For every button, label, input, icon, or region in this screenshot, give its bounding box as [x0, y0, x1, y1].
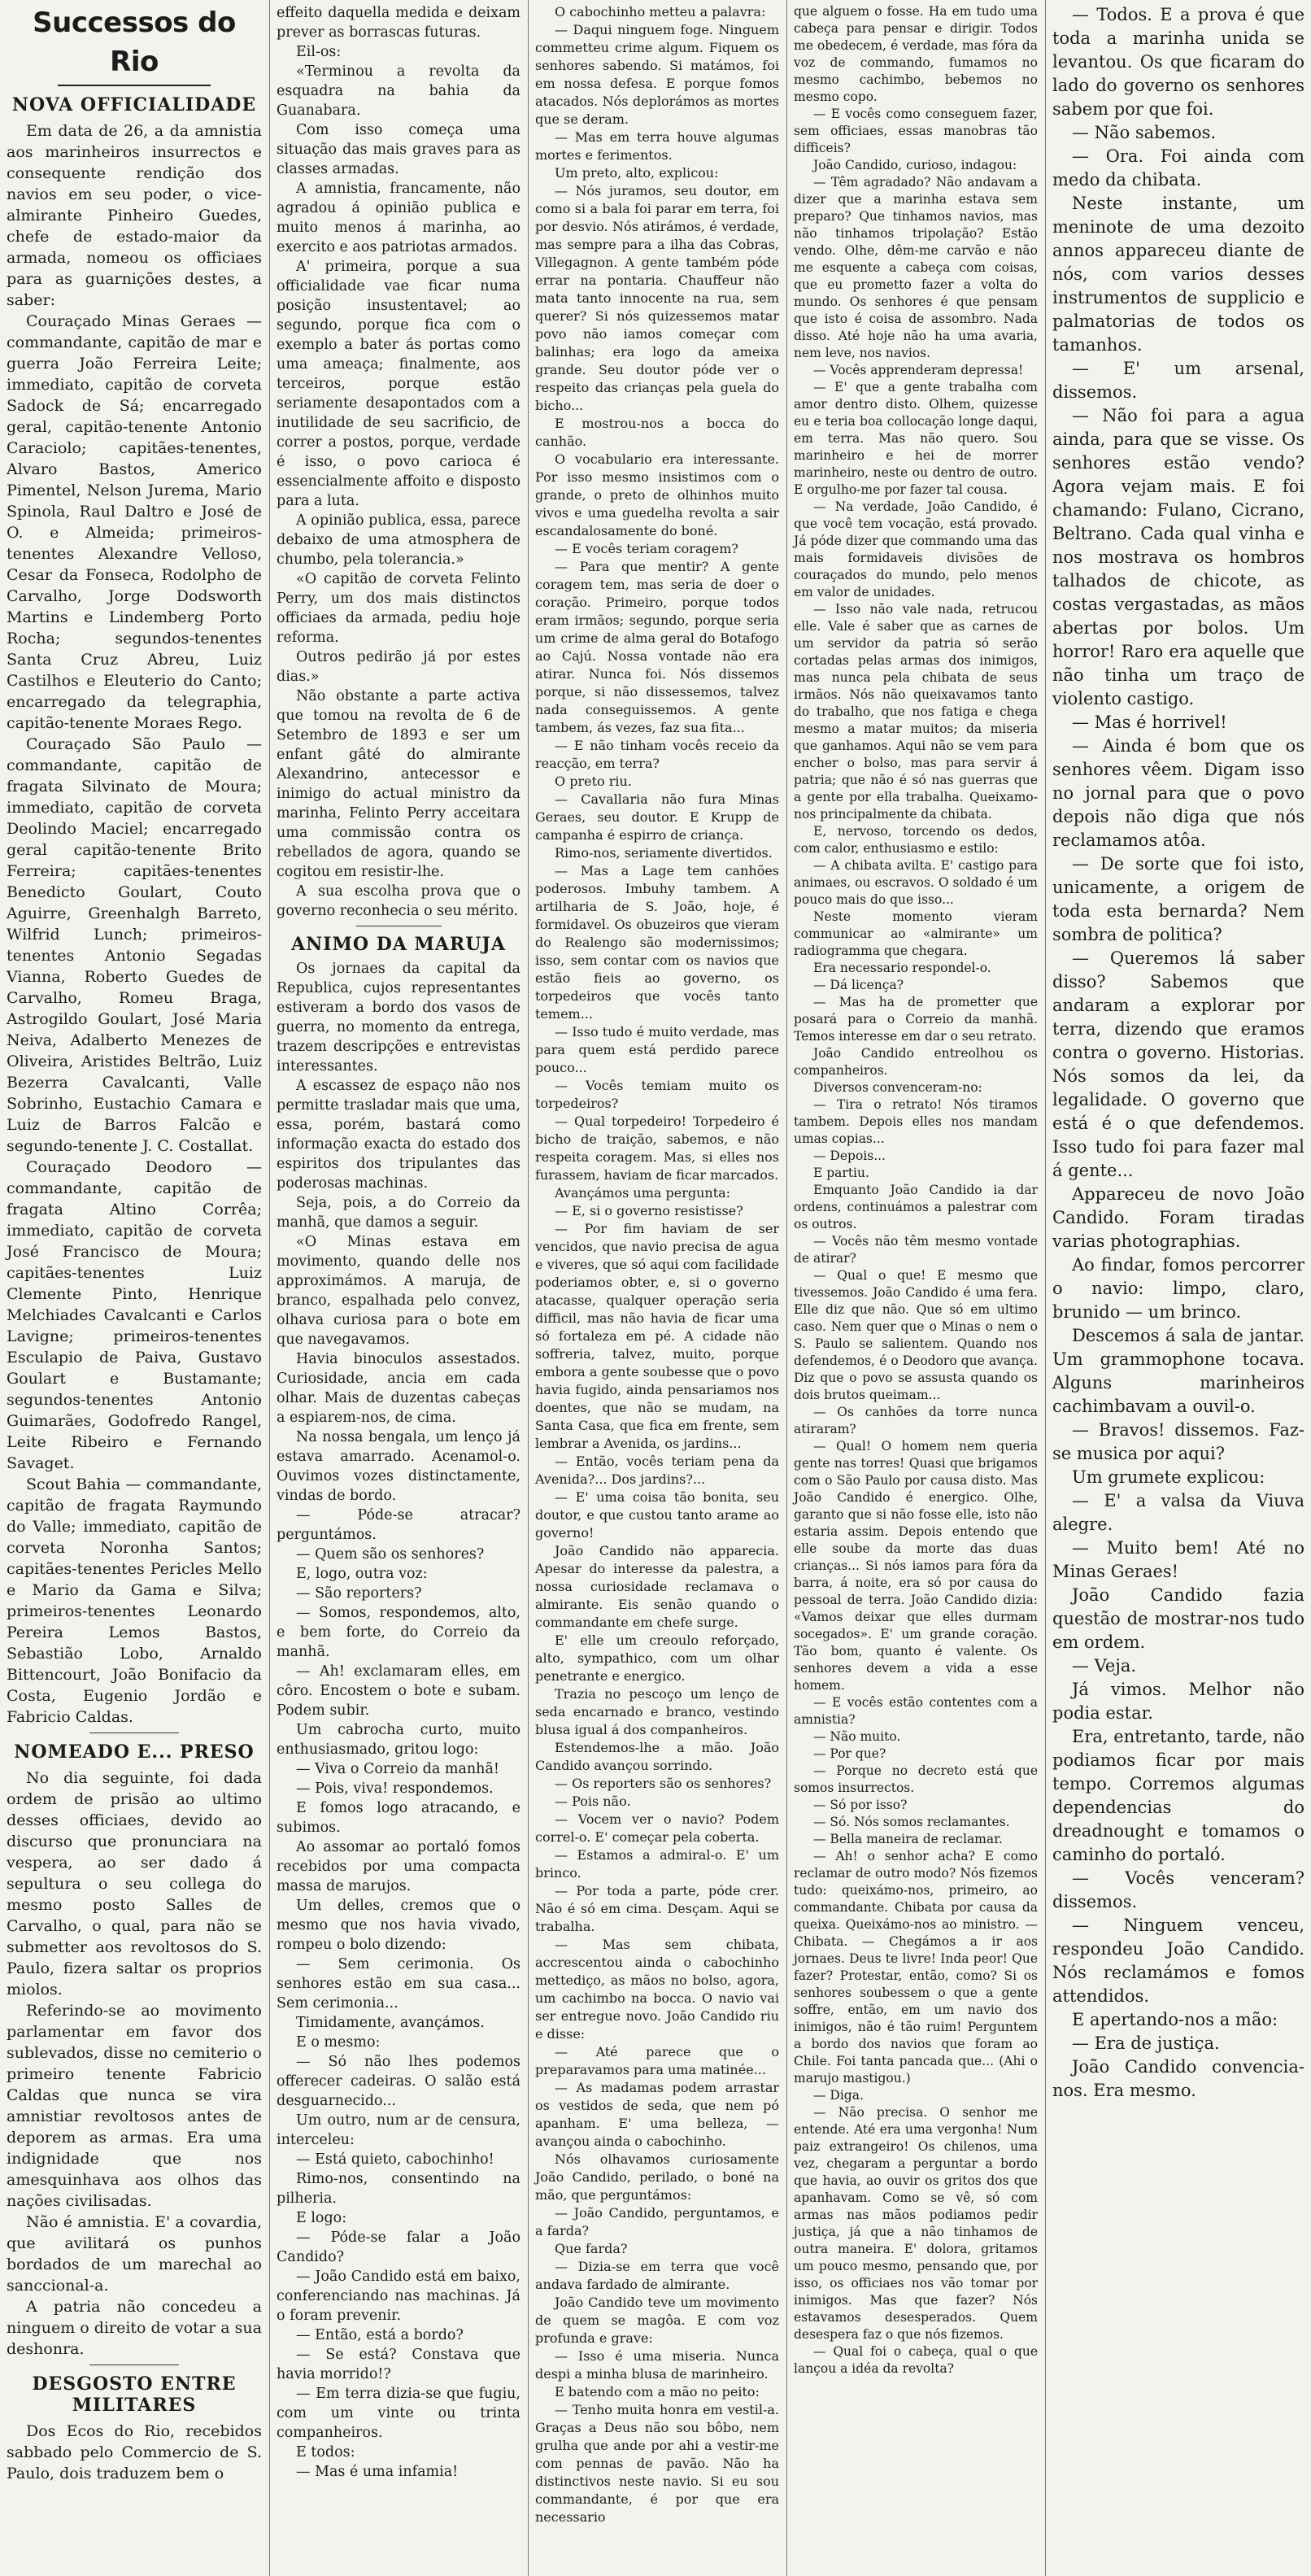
paragraph: João Candido não apparecia. Apesar do interesse da palestra, a nossa curiosidade reclamava o almirante. Eis senão quando o commandante em chefe surge.	[535, 1543, 779, 1630]
paragraph: João Candido convencia-nos. Era mesmo.	[1052, 2057, 1304, 2100]
paragraph: Diversos convenceram-no:	[813, 1080, 982, 1095]
paragraph: E mostrou-nos a bocca do canhão.	[535, 416, 779, 449]
paragraph: João Candido entreolhou os companheiros.	[794, 1046, 1038, 1078]
paragraph: Com isso começa uma situação das mais graves para as classes armadas.	[277, 122, 520, 177]
paragraph: Referindo-se ao movimento parlamentar em favor dos sublevados, disse no cemiterio o primeiro tenente Fabricio Caldas que nunca se vira amnistiar revoltosos antes de deporem as armas. Era uma indignidade que nos amesquinhava aos olhos das nações civilisadas.	[7, 2002, 262, 2210]
paragraph: — Então, está a bordo?	[296, 2327, 464, 2343]
paragraph: — Tenho muita honra em vestil-a. Graças a Deus não sou bôbo, nem grulha que ande por ahi a vestir-me com pennas de pavão. Não ha distinctivos neste navio. Si eu sou commandante, é por que era necessario	[535, 2402, 779, 2525]
paragraph: — Ora. Foi ainda com medo da chibata.	[1052, 146, 1304, 190]
paragraph: — Depois...	[813, 1149, 886, 1163]
paragraph: Couraçado São Paulo — commandante, capitão de fragata Silvinato de Moura; immediato, capitão de corveta Deolindo Maciel; encarregado geral capitão-tenente Brito Ferreira; capitães-tenentes Benedicto Goulart, Couto Aguirre, Greenhalgh Barreto, Wilfrid Lunch; primeiros-tenentes Antonio Segadas Vianna, Roberto Guedes de Carvalho, Romeu Braga, Astrogildo Goulart, José Maria Neiva, Adalberto Menezes de Oliveira, Aristides Beltrão, Luiz Bezerra Cavalcanti, Valle Sobrinho, Eustachio Camara e Luiz de Barros Falcão e segundo-tenente J. C. Costallat.	[7, 735, 262, 1155]
column-content	[794, 3, 1038, 2378]
headline-nomeado-preso: NOMEADO E... PRESO	[14, 1741, 255, 1763]
paragraph: A sua escolha prova que o governo reconhecia o seu mérito.	[277, 883, 520, 919]
paragraph: Emquanto João Candido ia dar ordens, continuámos a palestrar com os outros.	[794, 1183, 1038, 1231]
paragraph: — Póde-se falar a João Candido?	[277, 2229, 520, 2265]
paragraph: — Tira o retrato! Nós tiramos tambem. Depois elles nos mandam umas copias...	[794, 1097, 1038, 1146]
paragraph: — Porque no decreto está que somos insurrectos.	[794, 1763, 1038, 1795]
paragraph: — Vocem ver o navio? Podem correl-o. E' começar pela coberta.	[535, 1811, 779, 1845]
paragraph: «O Minas estava em movimento, quando delle nos approximámos. A maruja, de branco, espalhada pelo convez, olhava curiosa para o bote em que navegavamos.	[277, 1234, 520, 1348]
paragraph: Um outro, num ar de censura, interceleu:	[277, 2112, 520, 2148]
paragraph: — Bella maneira de reclamar.	[813, 1832, 1003, 1846]
paragraph: «O capitão de corveta Felinto Perry, um dos mais distinctos officiaes da armada, pediu hoje reforma.	[277, 571, 520, 646]
paragraph: «Terminou a revolta da esquadra na bahia da Guanabara.	[277, 63, 520, 119]
paragraph: — Isso tudo é muito verdade, mas para quem está perdido parece pouco...	[535, 1024, 779, 1075]
paragraph: — As madamas podem arrastar os vestidos de seda, que nem pó apanham. E' uma belleza, — avançou ainda o cabochinho.	[535, 2080, 779, 2149]
paragraph: Nós olhavamos curiosamente João Candido, perilado, o boné na mão, que perguntámos:	[535, 2151, 779, 2203]
masthead-rule	[58, 85, 211, 86]
paragraph: — Não foi para a agua ainda, para que se visse. Os senhores estão vendo? Agora vejam mais. E foi chamando: Fulano, Cicrano, Beltrano. Cada qual vinha e nos mostrava os hombros talhados de chicote, as costas vergastadas, as mãos abertas por bolos. Um horror! Raro era aquelle que não tinha um traço de violento castigo.	[1052, 406, 1304, 708]
paragraph: Um grumete explicou:	[1072, 1467, 1265, 1487]
paragraph: — Só por isso?	[813, 1798, 908, 1812]
paragraph: Seja, pois, a do Correio da manhã, que damos a seguir.	[277, 1195, 520, 1231]
column-4	[787, 0, 1044, 2576]
paragraph: — Se está? Constava que havia morrido!?	[277, 2347, 520, 2382]
column-3	[529, 0, 786, 2576]
paragraph: Não obstante a parte activa que tomou na revolta de 6 de Setembro de 1893 e ser um enfant gâté do almirante Alexandrino, antecessor e inimigo do actual ministro da marinha, Felinto Perry acceitara uma commissão contra os rebellados de agora, quando se cogitou em resistir-lhe.	[277, 688, 520, 880]
paragraph: Couraçado Minas Geraes — commandante, capitão de mar e guerra João Ferreira Leite; immediato, capitão de corveta Sadock de Sá; encarregado geral, capitão-tenente Antonio Caraciolo; capitães-tenentes, Alvaro Bastos, Americo Pimentel, Nelson Jurema, Mario Spinola, Raul Daltro e José de O. e Almeida; primeiros-tenentes Alexandre Velloso, Cesar da Fonseca, Rodolpho de Carvalho, Jorge Dodsworth Martins e Lindemberg Porto Rocha; segundos-tenentes Santa Cruz Abreu, Luiz Castilhos e Eleuterio do Canto; encarregado da telegraphia, capitão-tenente Moraes Rego.	[7, 312, 262, 732]
paragraph: — Daqui ninguem foge. Ninguem commetteu crime algum. Fiquem os senhores sabendo. Si matámos, foi em nossa defesa. E porque fomos atacados. Nós deplorámos as mortes que se deram.	[535, 22, 779, 127]
paragraph: Que farda?	[555, 2241, 628, 2256]
paragraph: A opinião publica, essa, parece debaixo de uma atmosphera de chumbo, pela tolerancia.»	[277, 512, 520, 568]
paragraph: O vocabulario era interessante. Por isso mesmo insistimos com o grande, o preto de olhinhos muito vivos e uma guedelha revolta a sair escandalosamente do boné.	[535, 451, 779, 538]
paragraph: que alguem o fosse. Ha em tudo uma cabeça para pensar e dirigir. Todos me obedecem, é verdade, mas fóra da voz de commando, fumamos no mesmo cachimbo, bebemos no mesmo copo.	[794, 4, 1038, 104]
paragraph: — E não tinham vocês receio da reacção, em terra?	[535, 738, 779, 771]
paragraph: — Qual! O homem nem queria gente nas torres! Quasi que brigamos com o São Paulo por causa disto. Mas João Candido é energico. Olhe, garanto que si não fosse elle, isto não estaria assim. Depois entendo que elle soube da morte das duas crianças... Si nós iamos para fóra da barra, á noite, era só por causa do pessoal de terra. João Candido dizia: «Vamos deixar que elles durmam socegados». E' um grande coração. Tão bom, quanto é valente. Os senhores devem a vida a esse homem.	[794, 1439, 1038, 1693]
paragraph: — Nós juramos, seu doutor, em como si a bala foi parar em terra, foi por desvio. Nós atirámos, é verdade, mas sempre para a ilha das Cobras, Villegagnon. A gente também póde errar na pontaria. Chauffeur não mata tanto innocente na rua, sem querer? Si nós quizessemos matar povo não iamos começar com balinhas; era logo da ameixa grande. Seu doutor póde ver o respeito das crianças pela guela do bicho...	[535, 183, 779, 413]
paragraph: — Qual torpedeiro! Torpedeiro é bicho de traição, sabemos, e não respeita coragem. Mas, si elles nos furassem, haviam de ficar marcados.	[535, 1114, 779, 1183]
paragraph: João Candido teve um movimento de quem se magôa. E com voz profunda e grave:	[535, 2295, 779, 2346]
paragraph: — João Candido, perguntamos, e a farda?	[535, 2205, 779, 2238]
paragraph: — Pois não.	[555, 1794, 631, 1809]
paragraph: Rimo-nos, consentindo na pilheria.	[277, 2171, 520, 2207]
paragraph: — Então, vocês teriam pena da Avenida?... Dos jardins?...	[535, 1454, 779, 1487]
paragraph: — E' uma coisa tão bonita, seu doutor, e que custou tanto arame ao governo!	[535, 1489, 779, 1541]
paragraph: — Dizia-se em terra que você andava fardado de almirante.	[535, 2259, 779, 2292]
column-content	[7, 3, 262, 2484]
paragraph: — Ninguem venceu, respondeu João Candido. Nós reclamámos e fomos attendidos.	[1052, 1916, 1304, 2006]
paragraph: — Têm agradado? Não andavam a dizer que a marinha estava sem preparo? Que tinhamos navios, mas não tinhamos tripolação? Estão vendo. Olhe, dêm-me carvão e não me esquente a cabeça com coisas, que eu prometto fazer a volta do mundo. Os senhores é que pensam que isto é coisa de assombro. Nada disso. Até hoje não ha uma avaria, nem leve, nos navios.	[794, 175, 1038, 360]
column-content	[535, 3, 779, 2526]
paragraph: — Isso é uma miseria. Nunca despi a minha blusa de marinheiro.	[535, 2348, 779, 2382]
paragraph: — Diga.	[813, 2088, 864, 2103]
paragraph: — Veja.	[1072, 1656, 1137, 1676]
paragraph: Trazia no pescoço um lenço de seda encarnado e branco, vestindo blusa igual á dos companheiros.	[535, 1686, 779, 1737]
paragraph: E' elle um creoulo reforçado, alto, sympathico, com um olhar penetrante e energico.	[535, 1632, 779, 1684]
paragraph: E apertando-nos a mão:	[1072, 2010, 1278, 2029]
paragraph: — Cavallaria não fura Minas Geraes, seu doutor. E Krupp de campanha é espirro de criança.	[535, 791, 779, 843]
paragraph: Um cabrocha curto, muito enthusiasmado, gritou logo:	[277, 1722, 520, 1758]
paragraph: — Não sabemos.	[1072, 123, 1217, 142]
paragraph: A patria não concedeu a ninguem o direito de votar a sua deshonra.	[7, 2298, 262, 2358]
paragraph: Era necessario respondel-o.	[813, 961, 991, 975]
paragraph: E todos:	[296, 2444, 355, 2460]
paragraph: — Ainda é bom que os senhores vêem. Digam isso no jornal para que o povo depois não diga que nós reclamamos atôa.	[1052, 736, 1304, 850]
paragraph: — De sorte que foi isto, unicamente, a origem de toda esta bernarda? Nem sombra de politica?	[1052, 854, 1304, 944]
paragraph: — Em terra dizia-se que fugiu, com um vinte ou trinta companheiros.	[277, 2386, 520, 2441]
paragraph: — Vocês apprenderam depressa!	[813, 363, 1024, 377]
paragraph: Os jornaes da capital da Republica, cujos representantes estiveram a bordo dos vasos de guerra, no momento da entrega, trazem descripções e entrevistas interessantes.	[277, 961, 520, 1074]
paragraph: — Sem cerimonia. Os senhores estão em sua casa... Sem cerimonia...	[277, 1956, 520, 2012]
paragraph: — Por que?	[813, 1746, 886, 1761]
paragraph: Em data de 26, a da amnistia aos marinheiros insurrectos e consequente rendição dos navios em seu poder, o vice-almirante Pinheiro Guedes, chefe de estado-maior da armada, nomeou os officiaes para as guarnições destes, a saber:	[7, 122, 262, 309]
paragraph: Avançámos uma pergunta:	[555, 1185, 731, 1201]
paragraph: Outros pedirão já por estes dias.»	[277, 649, 520, 685]
paragraph: — Só. Nós somos reclamantes.	[813, 1815, 1010, 1829]
paragraph: — Mas ha de prometter que posará para o Correio da manhã. Temos interesse em dar o seu retrato.	[794, 995, 1038, 1044]
paragraph: E fomos logo atracando, e subimos.	[277, 1800, 520, 1836]
paragraph: — Vocês venceram? dissemos.	[1052, 1868, 1304, 1911]
paragraph: — E, si o governo resistisse?	[555, 1203, 743, 1218]
paragraph: Não é amnistia. E' a covardia, que avilitará os punhos bordados de um marechal ao sanccional-a.	[7, 2213, 262, 2295]
paragraph: — E' um arsenal, dissemos.	[1052, 359, 1304, 402]
paragraph: — Queremos lá saber disso? Sabemos que andaram a explorar por terra, dizendo que eramos contra o governo. Historias. Nós somos da lei, da legalidade. O governo que está é o que defendemos. Isso tudo foi para fazer mal á gente...	[1052, 948, 1304, 1180]
paragraph: Dos Ecos do Rio, recebidos sabbado pelo Commercio de S. Paulo, dois traduzem bem o	[7, 2422, 262, 2482]
paragraph: A' primeira, porque a sua officialidade vae ficar numa posição insustentavel; ao segundo, porque fica com o exemplo a bater ás portas como uma ameaça; finalmente, aos terceiros, porque estão seriamente desapontados com a inutilidade de seu sacrificio, de correr a postos, porque, verdade é isso, o povo carioca é essencialmente affoito e disposto para a luta.	[277, 259, 520, 509]
column-content	[277, 3, 520, 2482]
paragraph: João Candido, curioso, indagou:	[813, 158, 1017, 172]
paragraph: — Ah! o senhor acha? E como reclamar de outro modo? Nós fizemos tudo: queixámo-nos, primeiro, ao commandante. Chibata por causa da queixa. Queixámo-nos ao ministro. — Chibata. — Chegámos a ir aos jornaes. Deus te livre! Inda peor! Que fazer? Protestar, então, como? Si os senhores soubessem o que a gente soffre, então, em um navio dos inimigos, não é tão ruim! Perguntem a bordo dos navios que foram ao Chile. Foi tanta pancada que... (Ahi o marujo mastigou.)	[794, 1849, 1038, 2086]
paragraph: — Vocês não têm mesmo vontade de atirar?	[794, 1234, 1038, 1266]
paragraph: — Póde-se atracar? perguntámos.	[277, 1507, 520, 1543]
paragraph: — A chibata avilta. E' castigo para animaes, ou escravos. O soldado é um pouco mais do que isso...	[794, 858, 1038, 907]
column-content	[1052, 3, 1304, 2103]
paragraph: Rimo-nos, seriamente divertidos.	[555, 845, 773, 861]
paragraph: E, nervoso, torcendo os dedos, com calor, enthusiasmo e estilo:	[794, 824, 1038, 856]
paragraph: — São reporters?	[296, 1585, 422, 1602]
paragraph: E partiu.	[813, 1166, 869, 1180]
paragraph: — Quem são os senhores?	[296, 1546, 485, 1563]
paragraph: — Não muito.	[813, 1729, 901, 1744]
paragraph: — Pois, viva! respondemos.	[296, 1781, 494, 1797]
paragraph: Couraçado Deodoro — commandante, capitão de fragata Altino Corrêa; immediato, capitão de corveta José Francisco de Moura; capitães-tenentes Luiz Clemente Pinto, Henrique Melchiades Cavalcanti e Carlos Lavigne; primeiros-tenentes Esculapio de Paiva, Gustavo Goulart e Bustamante; segundos-tenentes Antonio Guimarães, Godofredo Rangel, Leite Ribeiro e Fernando Savaget.	[7, 1158, 262, 1472]
paragraph: — Mas em terra houve algumas mortes e ferimentos.	[535, 129, 779, 163]
paragraph: — Os canhões da torre nunca atiraram?	[794, 1405, 1038, 1436]
paragraph: Um delles, cremos que o mesmo que nos havia vivado, rompeu o bolo dizendo:	[277, 1898, 520, 1953]
paragraph: Ao findar, fomos percorrer o navio: limpo, claro, brunido — um brinco.	[1052, 1255, 1304, 1322]
paragraph: O cabochinho metteu a palavra:	[555, 4, 766, 20]
paragraph: — Estamos a admiral-o. E' um brinco.	[535, 1847, 779, 1881]
paragraph: João Candido fazia questão de mostrar-nos tudo em ordem.	[1052, 1585, 1304, 1652]
paragraph: A escassez de espaço não nos permitte trasladar mais que uma, essa, porém, bastará como informação exacta do estado dos espiritos dos tripulantes das poderosas machinas.	[277, 1078, 520, 1192]
paragraph: Neste instante, um meninote de uma dezoito annos appareceu diante de nós, com varios desses instrumentos de supplicio e palmatorias de todos os tamanhos.	[1052, 194, 1304, 355]
column-2	[270, 0, 527, 2576]
paragraph: — Qual o que! E mesmo que tivessemos. João Candido é uma fera. Elle diz que não. Que só em ultimo caso. Nem quer que o Minas o nem o S. Paulo se salientem. Quando nos defendemos, é o Deodoro que avança. Diz que o povo se assusta quando os dois brutos queimam...	[794, 1268, 1038, 1402]
column-5	[1046, 0, 1311, 2576]
paragraph: — Todos. E a prova é que toda a marinha unida se levantou. Os que ficaram do lado do governo os senhores sabem por que foi.	[1052, 5, 1304, 119]
paragraph: E batendo com a mão no peito:	[555, 2384, 760, 2399]
paragraph: — E vocês como conseguem fazer, sem officiaes, essas manobras tão difficeis?	[794, 107, 1038, 155]
paragraph: — João Candido está em baixo, conferenciando nas machinas. Já o foram prevenir.	[277, 2269, 520, 2324]
paragraph: effeito daquella medida e deixam prever as borrascas futuras.	[277, 5, 520, 41]
paragraph: — E vocês estão contentes com a amnistia?	[794, 1695, 1038, 1727]
paragraph: Neste momento vieram communicar ao «almirante» um radiogramma que chegara.	[794, 909, 1038, 958]
paragraph: — Não precisa. O senhor me entende. Até era uma vergonha! Num paiz extrangeiro! Os chilenos, uma vez, chegaram a perguntar a bordo que havia, ao ouvir os gritos dos que apanhavam. Como se vê, só com armas nas mãos podiamos pedir justiça, já que a não tinhamos de outra maneira. E' dolora, gritamos um pouco mesmo, pensando que, por isso, os officiaes nos vão tomar por inimigos. Mas que fazer? Nós estavamos desesperados. Quem desespera faz o que nós fizemos.	[794, 2105, 1038, 2342]
paragraph: — Viva o Correio da manhã!	[296, 1761, 499, 1777]
paragraph: — Somos, respondemos, alto, e bem forte, do Correio da manhã.	[277, 1605, 520, 1660]
paragraph: — Por fim haviam de ser vencidos, que navio precisa de agua e viveres, que só aqui com facilidade poderiamos obter, e, si o governo atacasse, qualquer operação seria difficil, mas não havia de ficar uma só fortaleza em pé. A cidade não soffreria, talvez, muito, porque embora a gente soubesse que o povo havia fugido, ainda pensariamos nos doentes, que não se mudam, na Santa Casa, que fica em frente, sem lembrar a Avenida, os jardins...	[535, 1221, 779, 1451]
paragraph: O preto riu.	[555, 774, 632, 789]
paragraph: Eil-os:	[296, 44, 342, 60]
paragraph: — E vocês teriam coragem?	[555, 541, 738, 556]
paragraph: Descemos á sala de jantar. Um grammophone tocava. Alguns marinheiros cachimbavam a ouvil-o.	[1052, 1326, 1304, 1416]
headline-nova-officialidade: NOVA OFFICIALIDADE	[11, 94, 257, 116]
paragraph: A amnistia, francamente, não agradou á opinião publica e muito menos á marinha, ao exercito e aos patriotas armados.	[277, 181, 520, 255]
paragraph: E logo:	[296, 2210, 347, 2226]
paragraph: — Vocês temiam muito os torpedeiros?	[535, 1078, 779, 1111]
paragraph: — Bravos! dissemos. Faz-se musica por aqui?	[1052, 1420, 1304, 1463]
paragraph: — Isso não vale nada, retrucou elle. Vale é saber que as carnes de um servidor da patria só serão cortadas pelas armas dos inimigos, mas nunca pela chibata de seus irmãos. Nós não queixavamos tanto do trabalho, que nos fatiga e chega mesmo a matar muitos; da miseria que ganhamos. Aqui não se vem para encher o bolso, mas para servir á patria; que não é só nas guerras que a gente por ella trabalha. Queixamo-nos principalmente da chibata.	[794, 602, 1038, 822]
paragraph: — Mas é horrivel!	[1072, 713, 1227, 732]
paragraph: Era, entretanto, tarde, não podiamos ficar por mais tempo. Corremos algumas dependencias do dreadnought e tomamos o caminho do portaló.	[1052, 1727, 1304, 1864]
paragraph: E o mesmo:	[296, 2034, 381, 2051]
paragraph: Timidamente, avançámos.	[296, 2015, 485, 2031]
paragraph: Já vimos. Melhor não podia estar.	[1052, 1680, 1304, 1723]
headline-desgosto-militares: DESGOSTO ENTRE MILITARES	[32, 2373, 237, 2416]
paragraph: — Está quieto, cabochinho!	[296, 2151, 494, 2168]
paragraph: — E' a valsa da Viuva alegre.	[1052, 1491, 1304, 1534]
paragraph: — Mas a Lage tem canhões poderosos. Imbuhy tambem. A artilharia de S. João, hoje, é formidavel. Os obuzeiros que vieram do Realengo são modernissimos; isso, sem contar com os navios que estão fieis ao governo, os torpedeiros que vocês tanto temem...	[535, 863, 779, 1022]
paragraph: Na nossa bengala, um lenço já estava amarrado. Acenamol-o. Ouvimos vozes distinctamente, vindas de bordo.	[277, 1429, 520, 1504]
paragraph: — Só não lhes podemos offerecer cadeiras. O salão está desguarnecido...	[277, 2054, 520, 2109]
paragraph: — E' que a gente trabalha com amor dentro disto. Olhem, quizesse eu e teria boa collocação longe daqui, em terra. Mas não quero. Sou marinheiro e hei de morrer marinheiro, neste ou dentro de outro. E orgulho-me por fazer tal cousa.	[794, 380, 1038, 497]
paragraph: — Dá licença?	[813, 978, 904, 992]
paragraph: Appareceu de novo João Candido. Foram tiradas varias photographias.	[1052, 1184, 1304, 1251]
paragraph: — Era de justiça.	[1072, 2033, 1220, 2053]
paragraph: E, logo, outra voz:	[296, 1566, 428, 1582]
paragraph: No dia seguinte, foi dada ordem de prisão ao ultimo desses officiaes, devido ao discurso que pronunciara na vespera, ao ser dado á sepultura o seu collega do mesmo posto Salles de Carvalho, o qual, para não se submetter aos revoltosos do S. Paulo, fizera saltar os proprios miolos.	[7, 1769, 262, 1998]
paragraph: — Até parece que o preparavamos para uma matinée...	[535, 2044, 779, 2077]
paragraph: — Mas sem chibata, accrescentou ainda o cabochinho mettediço, as mãos no bolso, agora, um cachimbo na bocca. O navio vai ser entregue novo. João Candido riu e disse:	[535, 1937, 779, 2042]
paragraph: Havia binoculos assestados. Curiosidade, ancia em cada olhar. Mais de duzentas cabeças a espiarem-nos, de cima.	[277, 1351, 520, 1426]
paragraph: — Muito bem! Até no Minas Geraes!	[1052, 1538, 1304, 1581]
paragraph: — Os reporters são os senhores?	[555, 1776, 772, 1791]
paragraph: — Qual foi o cabeça, qual o que lançou a idéa da revolta?	[794, 2344, 1038, 2376]
paragraph: Um preto, alto, explicou:	[555, 165, 719, 181]
paragraph: — Na verdade, João Candido, é que você tem vocação, está provado. Já póde dizer que commando uma das mais formidaveis divisões de couraçados do mundo, pelo menos em valor de unidades.	[794, 499, 1038, 599]
paragraph: — Mas é uma infamia!	[296, 2464, 459, 2480]
column-1	[0, 0, 268, 2576]
paragraph: — Ah! exclamaram elles, em côro. Encostem o bote e subam. Podem subir.	[277, 1663, 520, 1719]
paragraph: Scout Bahia — commandante, capitão de fragata Raymundo do Valle; immediato, capitão de corveta Noronha Santos; capitães-tenentes Pericles Mello e Mario da Gama e Silva; primeiros-tenentes Leonardo Pereira Lemos Bastos, Sebastião Lobo, Arnaldo Bittencourt, João Bonifacio da Costa, Eugenio Jordão e Fabricio Caldas.	[7, 1475, 262, 1726]
paragraph: Estendemos-lhe a mão. João Candido avançou sorrindo.	[535, 1740, 779, 1773]
paragraph: Ao assomar ao portaló fomos recebidos por uma compacta massa de marujos.	[277, 1839, 520, 1894]
paragraph: — Para que mentir? A gente coragem tem, mas seria de doer o coração. Primeiro, porque todos eram irmãos; segundo, porque seria um crime de alma geral do Botafogo ao Cajú. Nossa vontade não era atirar. Nunca foi. Nós dissemos porque, si não dissessemos, talvez nada conseguissemos. A gente tambem, ás vezes, faz sua fita...	[535, 559, 779, 735]
paragraph: — Por toda a parte, póde crer. Não é só em cima. Desçam. Aqui se trabalha.	[535, 1883, 779, 1934]
masthead-title: Successos do Rio	[33, 7, 236, 78]
headline-animo-maruja: ANIMO DA MARUJA	[291, 934, 506, 955]
